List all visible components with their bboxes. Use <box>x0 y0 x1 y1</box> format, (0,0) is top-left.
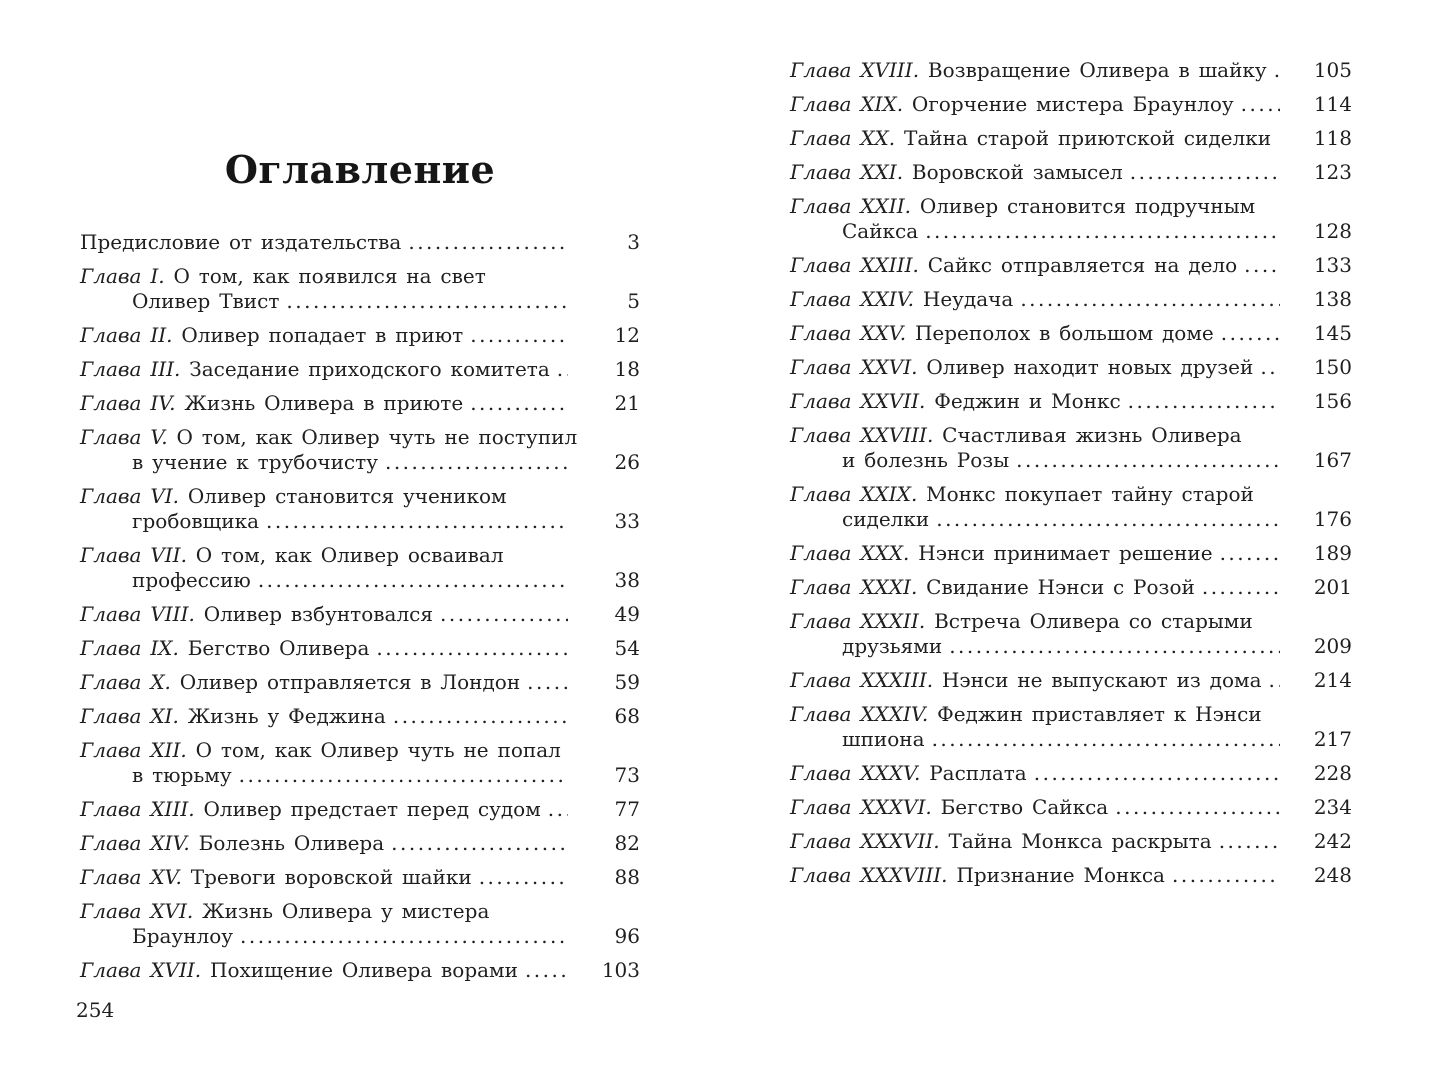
entry-text <box>80 425 577 450</box>
entry-page-number: 3 <box>627 230 640 254</box>
chapter-label: Глава XI. <box>80 704 188 728</box>
toc-entry <box>790 863 1352 888</box>
toc-entry <box>80 543 640 593</box>
entry-text <box>80 831 384 856</box>
entry-text <box>790 795 1108 820</box>
dot-leader <box>391 831 568 856</box>
entry-title: Свидание Нэнси с Розой <box>926 575 1195 599</box>
entry-text <box>790 482 1254 507</box>
toc-entry-line <box>790 92 1352 117</box>
entry-title: О том, как Оливер чуть не поступил <box>176 425 578 449</box>
entry-title: Неудача <box>922 287 1014 311</box>
toc-entry <box>790 829 1352 854</box>
dot-leader <box>1219 829 1280 854</box>
entry-page-number: 123 <box>1313 160 1352 184</box>
entry-page-number: 21 <box>614 391 640 415</box>
toc-entry <box>80 323 640 348</box>
toc-entry <box>80 357 640 382</box>
entry-title: Счастливая жизнь Оливера <box>942 423 1242 447</box>
entry-page-number: 156 <box>1313 389 1352 413</box>
toc-entry-line <box>790 829 1352 854</box>
toc-entry-line <box>80 357 640 382</box>
toc-entry-line <box>80 230 640 255</box>
entry-page-number: 77 <box>614 797 640 821</box>
entry-title-continuation: шпиона <box>842 727 925 751</box>
toc-entry-line <box>790 58 1352 83</box>
entry-title: Феджин приставляет к Нэнси <box>937 702 1262 726</box>
chapter-label: Глава VIII. <box>80 602 204 626</box>
dot-leader <box>479 865 568 890</box>
toc-entry <box>790 423 1352 473</box>
entry-title: О том, как Оливер осваивал <box>195 543 504 567</box>
dot-leader <box>557 357 568 382</box>
dot-leader <box>1016 448 1280 473</box>
entry-text <box>80 865 472 890</box>
entry-text <box>80 636 369 661</box>
entry-page-number: 18 <box>614 357 640 381</box>
dot-leader <box>385 450 568 475</box>
toc-entry <box>790 126 1352 151</box>
toc-entry <box>80 484 640 534</box>
toc-entry-line <box>80 670 640 695</box>
toc-entry <box>80 899 640 949</box>
entry-title: Жизнь Оливера в приюте <box>184 391 464 415</box>
dot-leader <box>1172 863 1280 888</box>
dot-leader <box>393 704 568 729</box>
toc-entry-line <box>790 126 1352 151</box>
toc-entry-line <box>80 391 640 416</box>
toc-entry-line <box>790 702 1352 727</box>
entry-text <box>790 287 1013 312</box>
chapter-label: Глава XXXI. <box>790 575 927 599</box>
entry-text <box>790 58 1267 83</box>
entry-text <box>80 738 561 763</box>
toc-entry-line <box>80 958 640 983</box>
entry-page-number: 118 <box>1313 126 1352 150</box>
toc-entry <box>790 389 1352 414</box>
entry-title: Возвращение Оливера в шайку <box>927 58 1267 82</box>
toc-entry-line <box>790 482 1352 507</box>
entry-title: Похищение Оливера ворами <box>210 958 518 982</box>
entry-title: Феджин и Монкс <box>934 389 1121 413</box>
dot-leader <box>470 323 568 348</box>
toc-entry-line <box>80 865 640 890</box>
toc-entry <box>790 609 1352 659</box>
toc-entry-continuation-line <box>80 509 640 534</box>
entry-title: Оливер находит новых друзей <box>926 355 1254 379</box>
entry-title: О том, как Оливер чуть не попал <box>195 738 561 762</box>
chapter-label: Глава XXVII. <box>790 389 935 413</box>
toc-entry <box>80 230 640 255</box>
entry-text <box>790 126 1271 151</box>
entry-title-continuation: друзьями <box>842 634 943 658</box>
toc-entry <box>790 287 1352 312</box>
toc-entry <box>790 253 1352 278</box>
toc-entry-continuation-line <box>790 507 1352 532</box>
toc-entry <box>790 58 1352 83</box>
toc-entry <box>790 321 1352 346</box>
entry-title: Предисловие от издательства <box>80 230 402 254</box>
chapter-label: Глава XXXV. <box>790 761 930 785</box>
chapter-label: Глава XII. <box>80 738 196 762</box>
dot-leader <box>408 230 568 255</box>
toc-entry <box>790 160 1352 185</box>
dot-leader <box>266 509 568 534</box>
chapter-label: Глава III. <box>80 357 190 381</box>
dot-leader <box>1020 287 1280 312</box>
entry-title: Тайна Монкса раскрыта <box>948 829 1212 853</box>
chapter-label: Глава XXXII. <box>790 609 935 633</box>
chapter-label: Глава XIX. <box>790 92 912 116</box>
toc-entry-line <box>80 636 640 661</box>
entry-title: Бегство Сайкса <box>940 795 1109 819</box>
entry-page-number: 5 <box>627 289 640 313</box>
toc-entry <box>80 797 640 822</box>
entry-text <box>80 704 386 729</box>
entry-title-continuation: профессию <box>132 568 251 592</box>
toc-entry-line <box>80 323 640 348</box>
entry-title: Воровской замысел <box>911 160 1123 184</box>
entry-text <box>80 264 486 289</box>
toc-entry-line <box>790 795 1352 820</box>
entry-text <box>790 668 1262 693</box>
toc-entry-line <box>790 668 1352 693</box>
entry-title-continuation: в тюрьму <box>132 763 232 787</box>
entry-page-number: 68 <box>614 704 640 728</box>
chapter-label: Глава XIV. <box>80 831 199 855</box>
toc-entry <box>80 425 640 475</box>
entry-title: Жизнь Оливера у мистера <box>202 899 490 923</box>
entry-title: Жизнь у Феджина <box>187 704 386 728</box>
toc-entry-continuation-line <box>80 289 640 314</box>
toc-entry <box>790 702 1352 752</box>
entry-page-number: 138 <box>1313 287 1352 311</box>
chapter-label: Глава X. <box>80 670 180 694</box>
dot-leader <box>936 507 1280 532</box>
toc-entry-line <box>80 484 640 509</box>
toc-entry-line <box>790 389 1352 414</box>
dot-leader <box>1244 253 1280 278</box>
dot-leader <box>1260 355 1280 380</box>
chapter-label: Глава I. <box>80 264 174 288</box>
dot-leader <box>925 219 1280 244</box>
entry-title: Болезнь Оливера <box>198 831 385 855</box>
entry-page-number: 189 <box>1313 541 1352 565</box>
entry-title-continuation: гробовщика <box>132 509 260 533</box>
toc-entry-line <box>790 609 1352 634</box>
toc-entry-continuation-line <box>80 568 640 593</box>
entry-page-number: 176 <box>1313 507 1352 531</box>
entry-title: Огорчение мистера Браунлоу <box>911 92 1234 116</box>
toc-entry-line <box>790 575 1352 600</box>
entry-title: Оливер взбунтовался <box>203 602 433 626</box>
dot-leader <box>949 634 1280 659</box>
entry-page-number: 88 <box>614 865 640 889</box>
entry-text <box>80 357 550 382</box>
entry-page-number: 33 <box>614 509 640 533</box>
dot-leader <box>1034 761 1280 786</box>
chapter-label: Глава XXIII. <box>790 253 928 277</box>
dot-leader <box>525 958 568 983</box>
entry-text <box>80 230 401 255</box>
toc-entry-line <box>80 602 640 627</box>
entry-page-number: 82 <box>614 831 640 855</box>
toc-entry <box>790 194 1352 244</box>
entry-page-number: 73 <box>614 763 640 787</box>
dot-leader <box>1130 160 1280 185</box>
entry-text <box>790 321 1214 346</box>
chapter-label: Глава II. <box>80 323 182 347</box>
entry-title: Тревоги воровской шайки <box>190 865 472 889</box>
entry-page-number: 114 <box>1313 92 1352 116</box>
entry-title-continuation: в учение к трубочисту <box>132 450 378 474</box>
dot-leader <box>1220 541 1280 566</box>
toc-entry-line <box>790 194 1352 219</box>
entry-text <box>790 355 1253 380</box>
toc-entry <box>790 482 1352 532</box>
entry-page-number: 228 <box>1313 761 1352 785</box>
entry-text <box>790 92 1234 117</box>
dot-leader <box>258 568 568 593</box>
left-page <box>80 148 640 992</box>
toc-right-column <box>790 58 1352 888</box>
dot-leader <box>548 797 568 822</box>
entry-title: Сайкс отправляется на дело <box>927 253 1238 277</box>
toc-left-column <box>80 230 640 983</box>
chapter-label: Глава XVII. <box>80 958 211 982</box>
chapter-label: Глава IV. <box>80 391 185 415</box>
entry-text <box>790 829 1212 854</box>
chapter-label: Глава XXII. <box>790 194 920 218</box>
toc-entry <box>80 704 640 729</box>
toc-entry <box>790 92 1352 117</box>
toc-entry-line <box>80 425 640 450</box>
entry-page-number: 105 <box>1313 58 1352 82</box>
entry-title: Нэнси принимает решение <box>918 541 1213 565</box>
entry-title: Оливер отправляется в Лондон <box>179 670 521 694</box>
entry-page-number: 26 <box>614 450 640 474</box>
toc-entry <box>80 958 640 983</box>
entry-title-continuation: Оливер Твист <box>132 289 280 313</box>
entry-title: Оливер попадает в приют <box>181 323 464 347</box>
entry-page-number: 133 <box>1313 253 1352 277</box>
chapter-label: Глава VI. <box>80 484 188 508</box>
dot-leader <box>1241 92 1280 117</box>
entry-page-number: 128 <box>1313 219 1352 243</box>
entry-title-continuation: и болезнь Розы <box>842 448 1010 472</box>
chapter-label: Глава XXV. <box>790 321 915 345</box>
toc-entry-line <box>790 287 1352 312</box>
toc-entry <box>790 761 1352 786</box>
entry-page-number: 209 <box>1313 634 1352 658</box>
toc-entry-continuation-line <box>790 727 1352 752</box>
chapter-label: Глава XV. <box>80 865 191 889</box>
entry-page-number: 49 <box>614 602 640 626</box>
toc-entry-line <box>80 264 640 289</box>
toc-entry <box>80 831 640 856</box>
entry-page-number: 12 <box>614 323 640 347</box>
toc-entry-line <box>790 423 1352 448</box>
chapter-label: Глава V. <box>80 425 177 449</box>
toc-entry-continuation-line <box>790 219 1352 244</box>
entry-text <box>80 602 433 627</box>
toc-entry <box>80 865 640 890</box>
toc-entry-line <box>80 543 640 568</box>
toc-entry-line <box>790 253 1352 278</box>
dot-leader <box>932 727 1280 752</box>
dot-leader <box>1115 795 1280 820</box>
chapter-label: Глава XXX. <box>790 541 919 565</box>
dot-leader <box>1202 575 1280 600</box>
entry-title: Нэнси не выпускают из дома <box>941 668 1262 692</box>
entry-text <box>790 194 1255 219</box>
entry-title: Оливер предстает перед судом <box>203 797 541 821</box>
entry-title: Переполох в большом доме <box>914 321 1214 345</box>
entry-title: Тайна старой приютской сиделки <box>904 126 1272 150</box>
toc-entry <box>80 602 640 627</box>
toc-entry <box>80 391 640 416</box>
entry-text <box>790 761 1027 786</box>
entry-text <box>80 543 504 568</box>
toc-entry-continuation-line <box>80 763 640 788</box>
entry-text <box>80 391 463 416</box>
right-page <box>790 58 1352 897</box>
toc-entry-line <box>80 704 640 729</box>
entry-text <box>790 160 1123 185</box>
entry-title: Оливер становится учеником <box>187 484 507 508</box>
dot-leader <box>1128 389 1280 414</box>
toc-entry-line <box>80 831 640 856</box>
entry-page-number: 201 <box>1313 575 1352 599</box>
entry-page-number: 96 <box>614 924 640 948</box>
toc-entry-line <box>790 355 1352 380</box>
dot-leader <box>470 391 568 416</box>
entry-page-number: 103 <box>601 958 640 982</box>
dot-leader <box>1221 321 1280 346</box>
toc-entry <box>790 541 1352 566</box>
entry-text <box>790 863 1165 888</box>
entry-text <box>790 575 1195 600</box>
chapter-label: Глава XXXIV. <box>790 702 938 726</box>
toc-entry-line <box>80 738 640 763</box>
toc-entry <box>790 355 1352 380</box>
toc-entry-continuation-line <box>790 448 1352 473</box>
entry-page-number: 242 <box>1313 829 1352 853</box>
dot-leader <box>240 924 568 949</box>
entry-title: Расплата <box>929 761 1027 785</box>
entry-page-number: 248 <box>1313 863 1352 887</box>
entry-text <box>80 958 518 983</box>
entry-title: Монкс покупает тайну старой <box>926 482 1254 506</box>
dot-leader <box>239 763 568 788</box>
entry-page-number: 167 <box>1313 448 1352 472</box>
entry-text <box>80 899 489 924</box>
chapter-label: Глава XXVIII. <box>790 423 943 447</box>
entry-page-number: 217 <box>1313 727 1352 751</box>
entry-page-number: 234 <box>1313 795 1352 819</box>
entry-text <box>80 797 541 822</box>
chapter-label: Глава XX. <box>790 126 905 150</box>
toc-entry-line <box>790 761 1352 786</box>
dot-leader <box>527 670 568 695</box>
chapter-label: Глава VII. <box>80 543 196 567</box>
dot-leader <box>376 636 568 661</box>
chapter-label: Глава XXXIII. <box>790 668 942 692</box>
entry-title-continuation: Браунлоу <box>132 924 234 948</box>
entry-page-number: 38 <box>614 568 640 592</box>
toc-title: Оглавление <box>224 147 496 192</box>
toc-entry-line <box>790 321 1352 346</box>
entry-page-number: 150 <box>1313 355 1352 379</box>
chapter-label: Глава XXXVII. <box>790 829 949 853</box>
toc-entry <box>790 795 1352 820</box>
entry-text <box>790 253 1237 278</box>
entry-text <box>790 389 1121 414</box>
entry-page-number: 145 <box>1313 321 1352 345</box>
toc-entry-line <box>790 160 1352 185</box>
entry-title: Встреча Оливера со старыми <box>934 609 1253 633</box>
entry-text <box>790 423 1242 448</box>
chapter-label: Глава XVI. <box>80 899 203 923</box>
chapter-label: Глава XXI. <box>790 160 912 184</box>
folio-page-number: 254 <box>76 998 115 1022</box>
toc-entry-line <box>80 899 640 924</box>
toc-entry <box>80 636 640 661</box>
toc-entry <box>80 670 640 695</box>
toc-entry <box>790 668 1352 693</box>
entry-title-continuation: Сайкса <box>842 219 919 243</box>
entry-text <box>80 670 520 695</box>
toc-entry <box>790 575 1352 600</box>
chapter-label: Глава XIII. <box>80 797 204 821</box>
toc-entry-continuation-line <box>80 450 640 475</box>
entry-text <box>790 702 1262 727</box>
dot-leader <box>1269 668 1280 693</box>
chapter-label: Глава XXXVIII. <box>790 863 957 887</box>
entry-text <box>790 541 1213 566</box>
toc-entry <box>80 264 640 314</box>
entry-page-number: 59 <box>614 670 640 694</box>
toc-entry-line <box>80 797 640 822</box>
dot-leader <box>286 289 568 314</box>
entry-title: Заседание приходского комитета <box>189 357 550 381</box>
chapter-label: Глава XXVI. <box>790 355 927 379</box>
toc-entry <box>80 738 640 788</box>
chapter-label: Глава XXIX. <box>790 482 927 506</box>
entry-title-continuation: сиделки <box>842 507 930 531</box>
entry-text <box>80 323 463 348</box>
entry-page-number: 54 <box>614 636 640 660</box>
toc-entry-line <box>790 863 1352 888</box>
entry-title: О том, как появился на свет <box>173 264 486 288</box>
toc-entry-continuation-line <box>80 924 640 949</box>
toc-entry-continuation-line <box>790 634 1352 659</box>
chapter-label: Глава XVIII. <box>790 58 928 82</box>
entry-title: Оливер становится подручным <box>919 194 1256 218</box>
chapter-label: Глава XXXVI. <box>790 795 941 819</box>
toc-entry-line <box>790 541 1352 566</box>
chapter-label: Глава IX. <box>80 636 188 660</box>
entry-title: Бегство Оливера <box>187 636 370 660</box>
entry-title: Признание Монкса <box>956 863 1165 887</box>
chapter-label: Глава XXIV. <box>790 287 923 311</box>
dot-leader <box>440 602 568 627</box>
entry-text <box>80 484 507 509</box>
entry-text <box>790 609 1253 634</box>
entry-page-number: 214 <box>1313 668 1352 692</box>
